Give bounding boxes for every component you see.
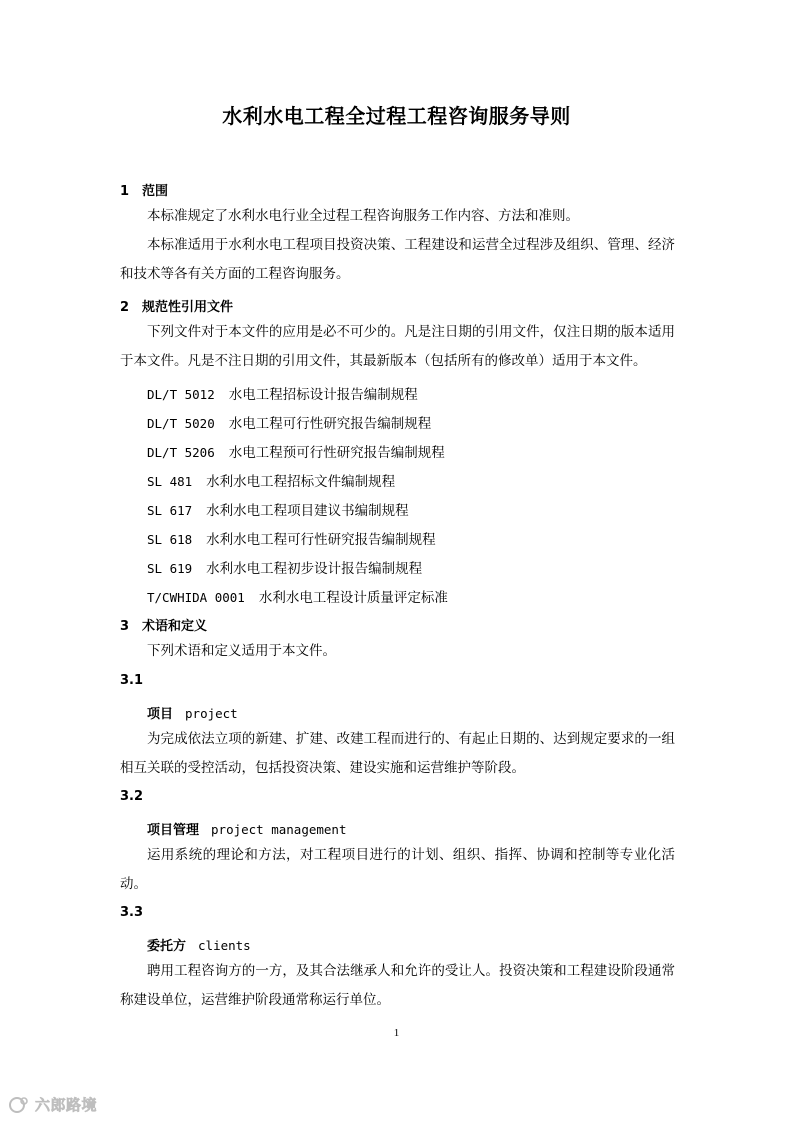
term-definition: 为完成依法立项的新建、扩建、改建工程而进行的、有起止日期的、达到规定要求的一组相互关联的受控活动，包括投资决策、建设实施和运营维护等阶段。 [120, 731, 675, 776]
term-heading [147, 819, 346, 838]
term-name-cn: 项目管理 [147, 823, 200, 838]
reference-item [147, 441, 445, 461]
paragraph: 下列术语和定义适用于本文件。 [147, 643, 336, 659]
reference-item [147, 383, 418, 403]
reference-item [147, 557, 422, 577]
reference-title: 水利水电工程招标文件编制规程 [206, 474, 396, 490]
reference-title: 水电工程预可行性研究报告编制规程 [228, 445, 445, 461]
section-title: 规范性引用文件 [142, 300, 234, 315]
section-number: 2 [120, 300, 130, 315]
reference-code: SL 618 [147, 532, 193, 547]
reference-item [147, 586, 448, 606]
term-name-en: clients [198, 938, 251, 953]
reference-item [147, 412, 431, 432]
reference-title: 水利水电工程项目建议书编制规程 [206, 503, 409, 519]
term-name-cn: 委托方 [147, 939, 187, 954]
term-name-en: project management [211, 822, 347, 837]
term-definition: 聘用工程咨询方的一方，及其合法继承人和允许的受让人。投资决策和工程建设阶段通常称建设单位，运营维护阶段通常称运行单位。 [120, 963, 675, 1008]
reference-code: T/CWHIDA 0001 [147, 590, 245, 605]
section-title: 术语和定义 [142, 619, 208, 634]
reference-code: DL/T 5012 [147, 387, 215, 402]
term-number: 3.3 [120, 905, 144, 920]
logo-icon [8, 1095, 30, 1115]
reference-code: DL/T 5206 [147, 445, 215, 460]
reference-title: 水电工程可行性研究报告编制规程 [228, 416, 432, 432]
watermark-text: 六郎路境 [35, 1096, 98, 1114]
term-name-en: project [185, 706, 238, 721]
term-heading [147, 935, 251, 954]
term-name-cn: 项目 [147, 707, 174, 722]
reference-code: SL 619 [147, 561, 193, 576]
paragraph: 下列文件对于本文件的应用是必不可少的。凡是注日期的引用文件，仅注日期的版本适用于本文件。凡是不注日期的引用文件，其最新版本（包括所有的修改单）适用于本文件。 [120, 324, 675, 369]
section-number: 1 [120, 184, 130, 199]
section-1-heading [120, 180, 168, 199]
section-title: 范围 [142, 184, 169, 199]
term-number: 3.1 [120, 673, 144, 688]
reference-item [147, 499, 409, 519]
reference-item [147, 470, 395, 490]
reference-title: 水利水电工程初步设计报告编制规程 [206, 561, 423, 577]
page-number: 1 [393, 1027, 400, 1039]
reference-item [147, 528, 436, 548]
reference-title: 水利水电工程可行性研究报告编制规程 [206, 532, 436, 548]
reference-code: DL/T 5020 [147, 416, 215, 431]
reference-code: SL 481 [147, 474, 193, 489]
term-heading [147, 703, 238, 722]
section-2-heading [120, 296, 233, 315]
reference-title: 水电工程招标设计报告编制规程 [228, 387, 418, 403]
section-3-heading [120, 615, 207, 634]
watermark [8, 1094, 97, 1115]
paragraph: 本标准适用于水利水电工程项目投资决策、工程建设和运营全过程涉及组织、管理、经济和技术等各有关方面的工程咨询服务。 [120, 237, 675, 282]
document-title: 水利水电工程全过程工程咨询服务导则 [222, 104, 571, 128]
reference-title: 水利水电工程设计质量评定标准 [258, 590, 448, 606]
paragraph: 本标准规定了水利水电行业全过程工程咨询服务工作内容、方法和准则。 [147, 208, 579, 224]
reference-code: SL 617 [147, 503, 193, 518]
term-number: 3.2 [120, 789, 144, 804]
term-definition: 运用系统的理论和方法，对工程项目进行的计划、组织、指挥、协调和控制等专业化活动。 [120, 847, 675, 892]
section-number: 3 [120, 619, 130, 634]
